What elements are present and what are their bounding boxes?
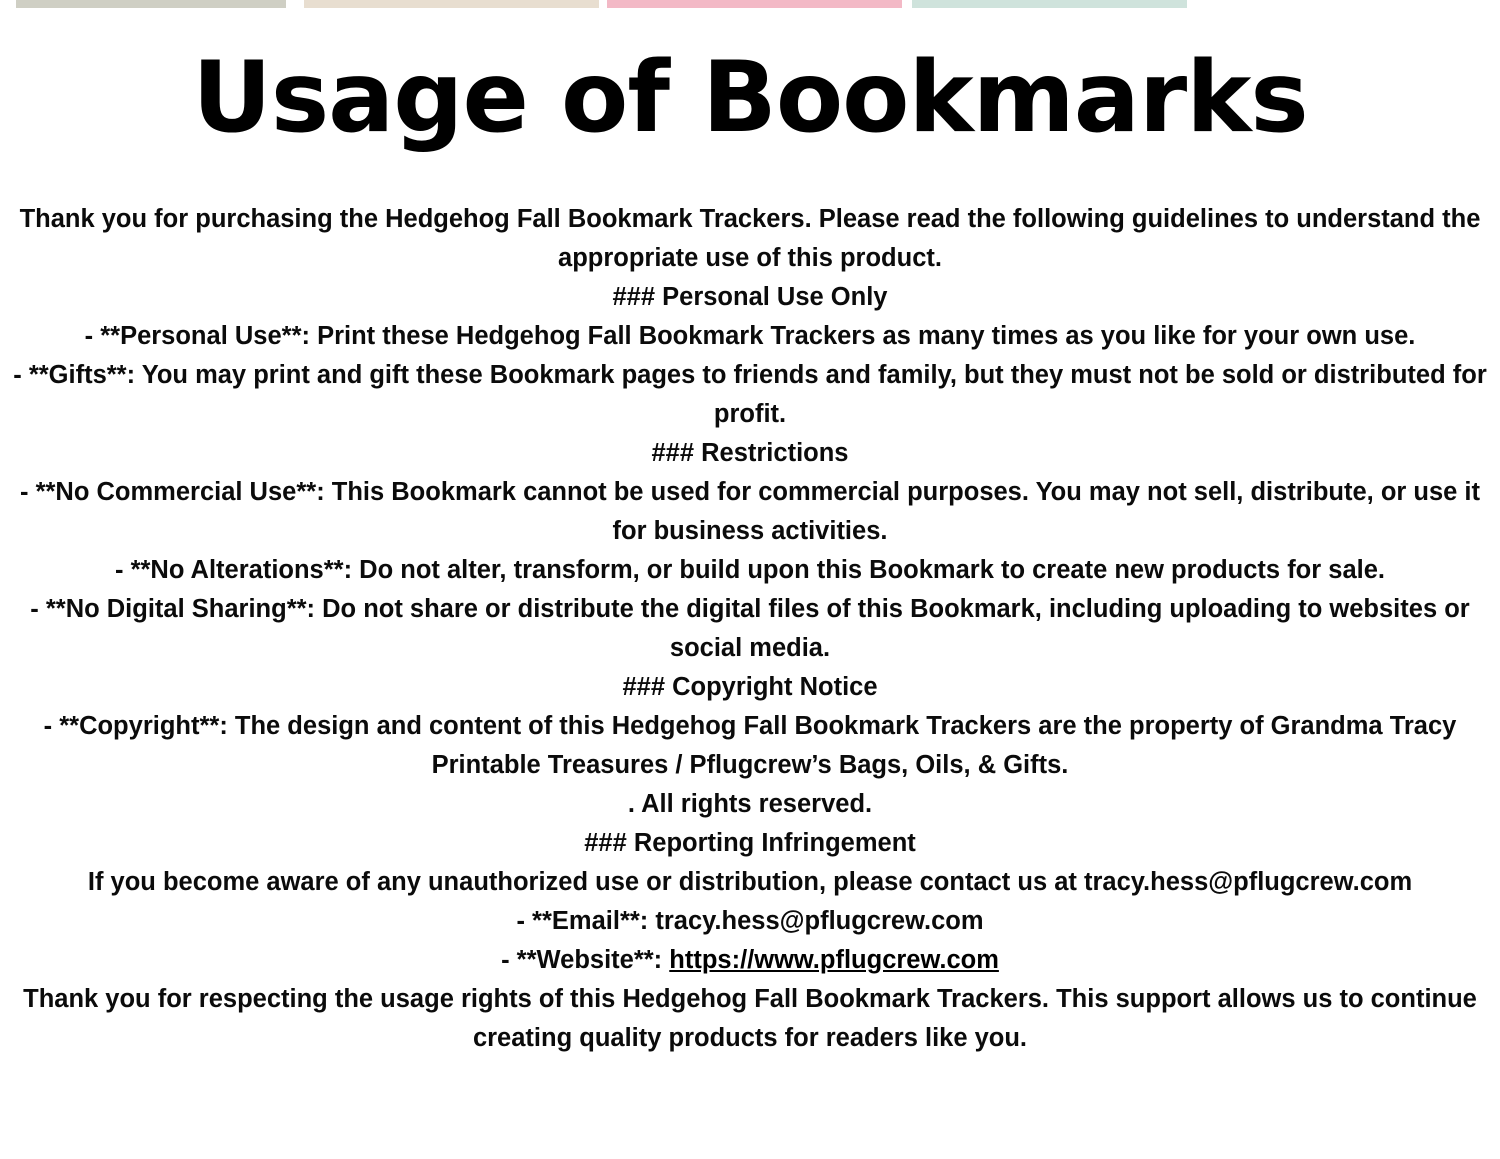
- page-title: Usage of Bookmarks: [192, 41, 1308, 155]
- term-personal-use: - **Personal Use**: Print these Hedgehog Fall Bookmark Trackers as many times as you like for your own use.: [84, 321, 1416, 350]
- website-link[interactable]: https://www.pflugcrew.com: [669, 945, 999, 974]
- contact-website-line: [5, 941, 1495, 980]
- report-contact-line: If you become aware of any unauthorized use or distribution, please contact us at tracy.hess@pflugcrew.com: [87, 867, 1413, 896]
- usage-terms-body: [5, 152, 1495, 1058]
- section-heading-reporting-infringement: ### Reporting Infringement: [584, 828, 916, 857]
- intro-paragraph: Thank you for purchasing the Hedgehog Fall Bookmark Trackers. Please read the following guidelines to understand the appropriate use of this product.: [19, 204, 1481, 272]
- all-rights-reserved: . All rights reserved.: [627, 789, 873, 818]
- term-no-alterations: - **No Alterations**: Do not alter, transform, or build upon this Bookmark to create new products for sale.: [115, 555, 1385, 584]
- contact-email-line: - **Email**: tracy.hess@pflugcrew.com: [516, 906, 984, 935]
- section-heading-restrictions: ### Restrictions: [651, 438, 849, 467]
- website-label: - **Website**:: [501, 945, 670, 974]
- closing-paragraph: Thank you for respecting the usage rights of this Hedgehog Fall Bookmark Trackers. This support allows us to continue creating quality products for readers like you.: [23, 984, 1477, 1052]
- section-heading-personal-use: ### Personal Use Only: [612, 282, 888, 311]
- term-no-commercial-use: - **No Commercial Use**: This Bookmark cannot be used for commercial purposes. You may not sell, distribute, or use it for business activities.: [20, 477, 1480, 545]
- term-copyright: - **Copyright**: The design and content of this Hedgehog Fall Bookmark Trackers are the property of Grandma Tracy Printable Treasures / Pflugcrew’s Bags, Oils, & Gifts.: [43, 711, 1457, 779]
- section-heading-copyright-notice: ### Copyright Notice: [622, 672, 878, 701]
- term-no-digital-sharing: - **No Digital Sharing**: Do not share or distribute the digital files of this Bookmark, including uploading to websites or social media.: [30, 594, 1470, 662]
- term-gifts: - **Gifts**: You may print and gift these Bookmark pages to friends and family, but they must not be sold or distributed for profit.: [13, 360, 1487, 428]
